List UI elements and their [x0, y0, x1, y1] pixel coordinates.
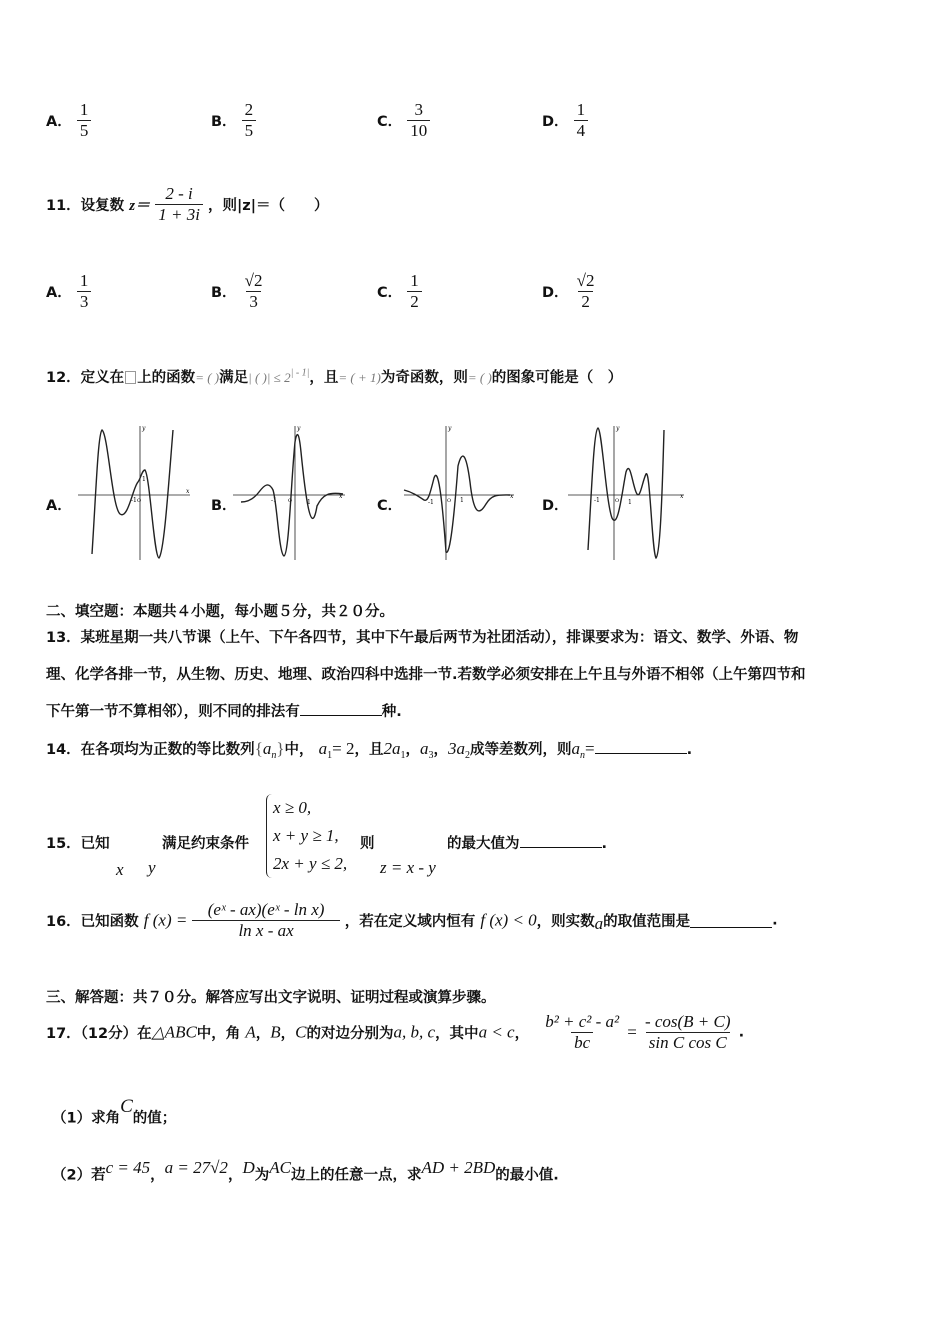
q13-line1: 13．某班星期一共八节课（上午、下午各四节，其中下午最后两节为社团活动），排课要求为：语文、数学、外语、物 — [46, 630, 799, 646]
q17-part2: （2）若c = 45，a = 27√2，D为AC边上的任意一点，求AD + 2BD的最小值. — [52, 1158, 559, 1184]
x-axis-label: x — [186, 488, 190, 495]
answer-blank[interactable] — [595, 739, 687, 754]
q15-then: 则 — [360, 836, 375, 852]
y-axis-label: y — [297, 425, 301, 432]
q17-stem: 17．（12分）在△ABC中，角 A，B，C的对边分别为a, b, c，其中a < c， $\frac{\text{b² + c² - a²}}{bc}$ = $\frac{- \cos(B + C)}{\text{sin C cos C}}$ . — [46, 1012, 745, 1052]
q10-option-d: D． $\frac{1}{4}$ — [542, 100, 588, 141]
q10-option-b: B． $\frac{2}{5}$ — [211, 100, 256, 141]
q17-part1: （1）求角C的值； — [52, 1096, 177, 1127]
x-axis-label: x — [510, 493, 514, 500]
tick-1: 1 — [307, 499, 311, 506]
q12-option-d-label: D． — [542, 498, 569, 514]
q15-constraint-system: x ≥ 0, x + y ≥ 1, 2x + y ≤ 2, — [266, 794, 347, 878]
section-3-heading: 三、解答题：共７０分。解答应写出文字说明、证明过程或演算步骤。 — [46, 990, 496, 1006]
q12-graph-b — [233, 422, 348, 562]
curve-d — [588, 428, 664, 558]
origin-label: O — [288, 498, 293, 504]
q10-option-a: A． $\frac{1}{5}$ — [46, 100, 91, 141]
origin-label: O — [137, 498, 142, 504]
tick-1: 1 — [142, 476, 146, 483]
q15-var-y: y — [148, 858, 156, 877]
q11-option-a: A． $\frac{1}{3}$ — [46, 271, 91, 312]
q15-var-x: x — [116, 860, 124, 879]
q16-stem: 16．已知函数 f (x) = $\frac{\text{(eˣ - ax)(eˣ - ln x)}}{\text{ln x - ax}}$ ，若在定义域内恒有 f (x) < 0，则实数a的取值范围是 . — [46, 900, 778, 940]
q11-stem: 11．设复数 z＝ $\frac{2 - i}{1 + 3i}$ ，则|z|＝（ ） — [46, 184, 329, 224]
section-2-heading: 二、填空题：本题共４小题，每小题５分，共２０分。 — [46, 604, 394, 620]
q12-option-c-label: C． — [377, 498, 403, 514]
tick-neg1: -1 — [271, 497, 277, 504]
missing-glyph-icon — [125, 371, 136, 384]
q12-stem: 12．定义在 上的函数= ( )满足| ( )| ≤ $2^{| - 1|}$，且= ( + 1)为奇函数，则= ( )的图象可能是（ ） — [46, 367, 623, 386]
answer-blank[interactable] — [520, 833, 602, 848]
y-axis-label: y — [616, 425, 620, 432]
q12-graph-c — [398, 422, 518, 562]
q14-stem: 14．在各项均为正数的等比数列$\{a_n\}$中， $a_1= 2$，且$2a_1$，$a_3$，$3a_2$成等差数列，则$a_n=$ . — [46, 739, 693, 762]
answer-blank[interactable] — [690, 913, 772, 928]
q11-option-b: B． $\frac{√2}{3}$ — [211, 271, 263, 311]
q12-graph-a — [78, 422, 193, 562]
answer-blank[interactable] — [300, 701, 382, 716]
q11-option-c: C． $\frac{1}{2}$ — [377, 271, 422, 312]
tick-1: 1 — [460, 497, 464, 504]
q13-line3: 下午第一节不算相邻），则不同的排法有 种. — [46, 700, 402, 721]
origin-label: O — [447, 498, 452, 504]
q15-objective: z = x - y — [380, 858, 436, 877]
y-axis-label: y — [142, 425, 146, 432]
tick-neg1: -1 — [428, 499, 434, 506]
q12-graph-d — [568, 422, 688, 562]
curve-c — [404, 456, 510, 552]
tick-neg1: -1 — [131, 497, 137, 504]
q15-prefix: 15．已知 — [46, 836, 110, 852]
q12-option-b-label: B． — [211, 498, 237, 514]
q11-option-d: D． $\frac{√2}{2}$ — [542, 271, 595, 311]
x-axis-label: x — [339, 493, 343, 500]
tick-1: 1 — [628, 499, 632, 506]
curve-a — [92, 430, 173, 558]
q10-option-c: C． $\frac{3}{10}$ — [377, 100, 430, 141]
q13-line2: 理、化学各排一节，从生物、历史、地理、政治四科中选排一节.若数学必须安排在上午且与外语不相邻（上午第四节和 — [46, 667, 806, 683]
q15-question: 的最大值为 . — [447, 832, 607, 853]
y-axis-label: y — [448, 425, 452, 432]
q12-option-a-label: A． — [46, 498, 72, 514]
q15-constraint-label: 满足约束条件 — [162, 836, 249, 852]
origin-label: O — [615, 498, 620, 504]
tick-neg1: -1 — [594, 497, 600, 504]
x-axis-label: x — [680, 493, 684, 500]
